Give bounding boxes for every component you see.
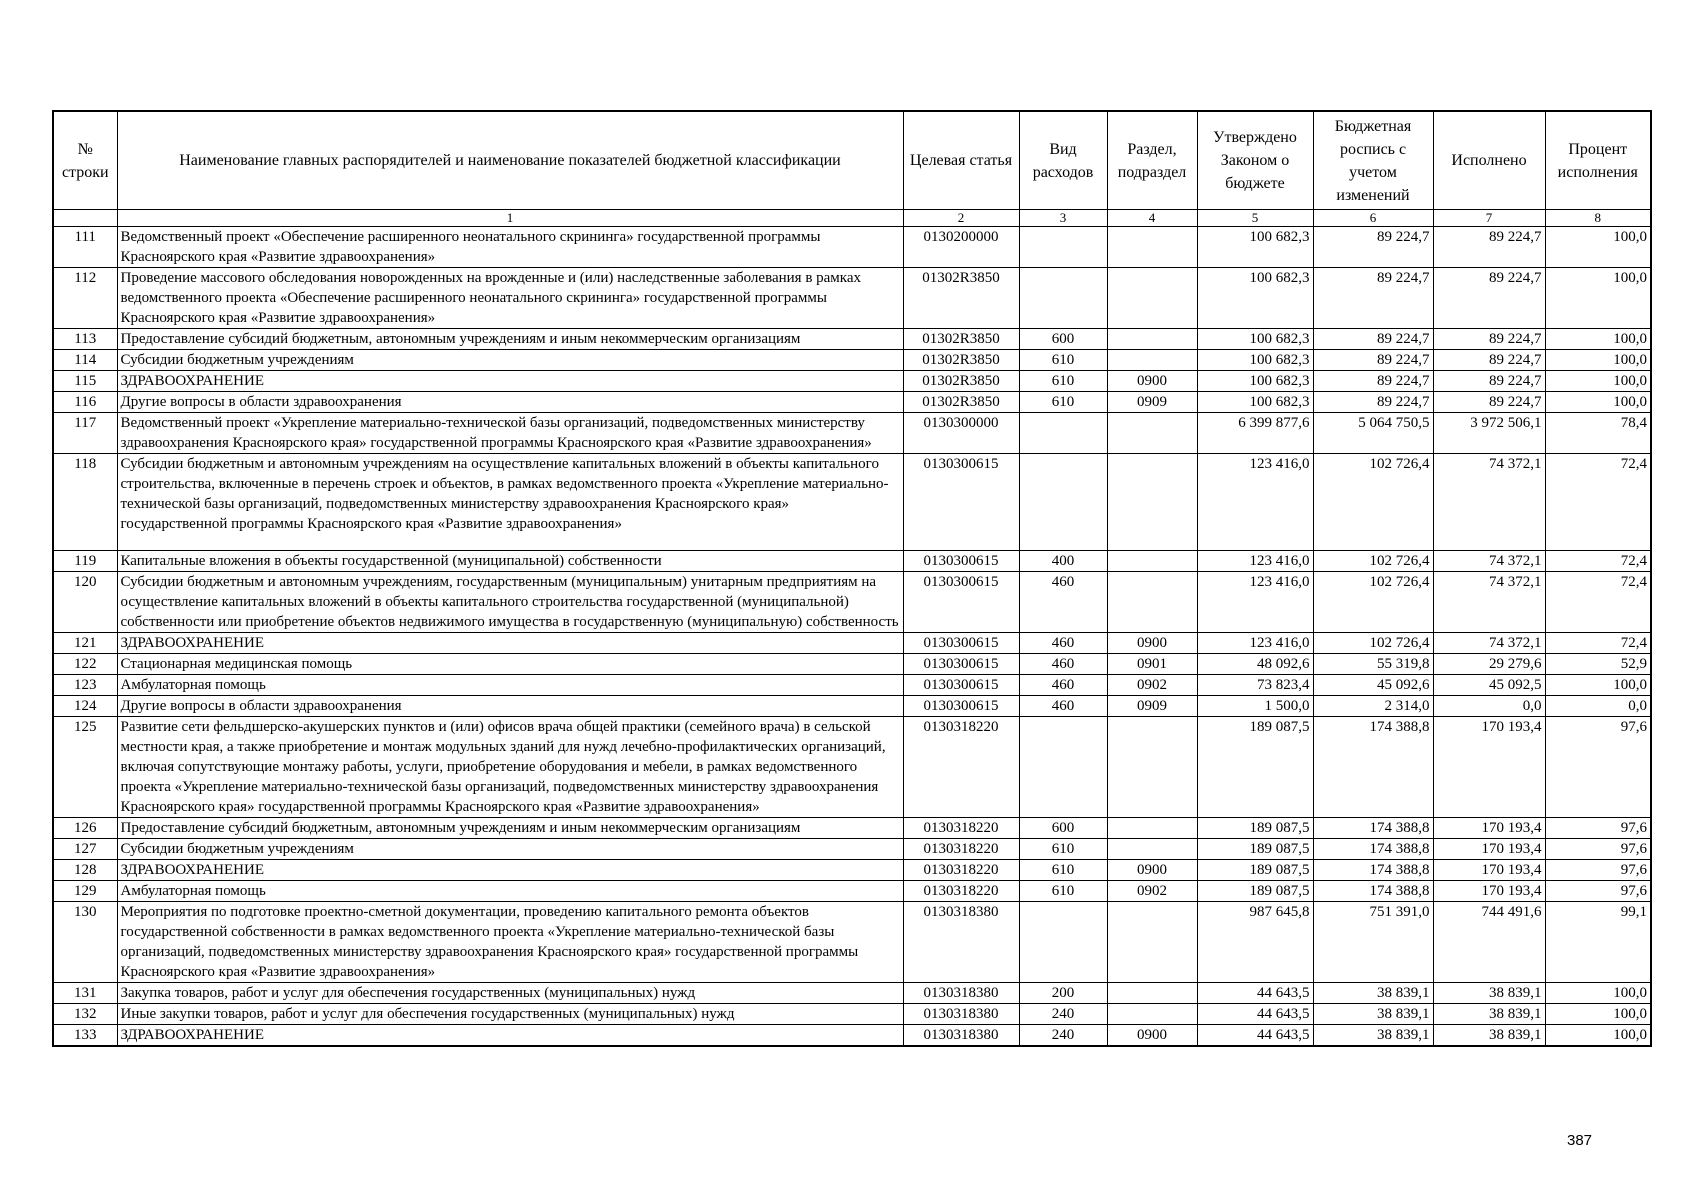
target-article-cell: 0130300615 — [903, 454, 1019, 551]
percent-cell: 100,0 — [1545, 675, 1651, 696]
table-row — [53, 227, 1651, 268]
percent-cell: 100,0 — [1545, 1004, 1651, 1025]
executed-cell: 89 224,7 — [1433, 227, 1545, 268]
section-cell — [1107, 551, 1197, 572]
budget-schedule-cell: 45 092,6 — [1313, 675, 1433, 696]
budget-schedule-cell: 174 388,8 — [1313, 839, 1433, 860]
percent-cell: 0,0 — [1545, 696, 1651, 717]
executed-cell: 170 193,4 — [1433, 839, 1545, 860]
approved-cell: 100 682,3 — [1197, 350, 1313, 371]
executed-cell: 89 224,7 — [1433, 268, 1545, 329]
target-article-cell: 0130318220 — [903, 839, 1019, 860]
row-number-cell: 123 — [53, 675, 117, 696]
expense-type-cell — [1019, 227, 1107, 268]
expense-type-cell — [1019, 268, 1107, 329]
approved-cell: 987 645,8 — [1197, 902, 1313, 983]
header-budget-schedule: Бюджетная роспись с учетом изменений — [1313, 111, 1433, 210]
budget-schedule-cell: 5 064 750,5 — [1313, 413, 1433, 454]
budget-schedule-cell: 89 224,7 — [1313, 350, 1433, 371]
budget-schedule-cell: 102 726,4 — [1313, 572, 1433, 633]
target-article-cell: 01302R3850 — [903, 371, 1019, 392]
section-cell — [1107, 350, 1197, 371]
expense-type-cell: 240 — [1019, 1004, 1107, 1025]
row-number-cell: 130 — [53, 902, 117, 983]
approved-cell: 1 500,0 — [1197, 696, 1313, 717]
budget-schedule-cell: 174 388,8 — [1313, 818, 1433, 839]
percent-cell: 100,0 — [1545, 392, 1651, 413]
percent-cell: 100,0 — [1545, 227, 1651, 268]
table-row — [53, 860, 1651, 881]
section-cell — [1107, 1004, 1197, 1025]
approved-cell: 123 416,0 — [1197, 633, 1313, 654]
table-row — [53, 551, 1651, 572]
target-article-cell: 0130318380 — [903, 1004, 1019, 1025]
name-cell: Амбулаторная помощь — [117, 675, 903, 696]
executed-cell: 170 193,4 — [1433, 860, 1545, 881]
name-cell: Амбулаторная помощь — [117, 881, 903, 902]
target-article-cell: 0130318220 — [903, 717, 1019, 818]
executed-cell: 38 839,1 — [1433, 1004, 1545, 1025]
row-number-cell: 111 — [53, 227, 117, 268]
name-cell: Ведомственный проект «Обеспечение расширенного неонатального скрининга» государственной программы Красноярского края «Развитие здравоохранения» — [117, 227, 903, 268]
table-row — [53, 696, 1651, 717]
name-cell: Другие вопросы в области здравоохранения — [117, 696, 903, 717]
column-number: 8 — [1545, 210, 1651, 227]
budget-schedule-cell: 102 726,4 — [1313, 551, 1433, 572]
row-number-cell: 125 — [53, 717, 117, 818]
table-row — [53, 839, 1651, 860]
target-article-cell: 01302R3850 — [903, 392, 1019, 413]
approved-cell: 189 087,5 — [1197, 839, 1313, 860]
percent-cell: 100,0 — [1545, 983, 1651, 1004]
header-executed: Исполнено — [1433, 111, 1545, 210]
target-article-cell: 01302R3850 — [903, 350, 1019, 371]
target-article-cell: 0130300615 — [903, 654, 1019, 675]
header-percent: Процент исполнения — [1545, 111, 1651, 210]
section-cell: 0909 — [1107, 696, 1197, 717]
executed-cell: 170 193,4 — [1433, 881, 1545, 902]
percent-cell: 97,6 — [1545, 839, 1651, 860]
column-number: 3 — [1019, 210, 1107, 227]
row-number-cell: 122 — [53, 654, 117, 675]
row-number-cell: 115 — [53, 371, 117, 392]
percent-cell: 100,0 — [1545, 1025, 1651, 1047]
row-number-cell: 120 — [53, 572, 117, 633]
approved-cell: 6 399 877,6 — [1197, 413, 1313, 454]
expense-type-cell — [1019, 413, 1107, 454]
expense-type-cell: 610 — [1019, 839, 1107, 860]
expense-type-cell: 460 — [1019, 696, 1107, 717]
approved-cell: 100 682,3 — [1197, 268, 1313, 329]
table-row — [53, 675, 1651, 696]
table-row — [53, 818, 1651, 839]
expense-type-cell: 610 — [1019, 392, 1107, 413]
name-cell: Стационарная медицинская помощь — [117, 654, 903, 675]
name-cell: Ведомственный проект «Укрепление материально-технической базы организаций, подведомственных министерству здравоохранения Красноярского края» государственной программы Красноярского края «Развитие здравоохранения» — [117, 413, 903, 454]
name-cell: Предоставление субсидий бюджетным, автономным учреждениям и иным некоммерческим организациям — [117, 818, 903, 839]
expense-type-cell: 400 — [1019, 551, 1107, 572]
name-cell: Развитие сети фельдшерско-акушерских пунктов и (или) офисов врача общей практики (семейного врача) в сельской местности края, а также приобретение и монтаж модульных зданий для нужд лечебно-профилактических организаций, включая сопутствующие монтажу работы, услуги, приобретение оборудования и мебели, в рамках ведомственного проекта «Укрепление материально-технической базы организаций, подведомственных министерству здравоохранения Красноярского края» государственной программы Красноярского края «Развитие здравоохранения» — [117, 717, 903, 818]
percent-cell: 100,0 — [1545, 350, 1651, 371]
table-row — [53, 983, 1651, 1004]
section-cell — [1107, 227, 1197, 268]
percent-cell: 72,4 — [1545, 551, 1651, 572]
executed-cell: 45 092,5 — [1433, 675, 1545, 696]
budget-schedule-cell: 38 839,1 — [1313, 1004, 1433, 1025]
section-cell: 0901 — [1107, 654, 1197, 675]
header-section: Раздел, подраздел — [1107, 111, 1197, 210]
table-row — [53, 371, 1651, 392]
executed-cell: 38 839,1 — [1433, 983, 1545, 1004]
expense-type-cell: 610 — [1019, 371, 1107, 392]
header-name: Наименование главных распорядителей и наименование показателей бюджетной классификации — [117, 111, 903, 210]
section-cell: 0902 — [1107, 881, 1197, 902]
approved-cell: 44 643,5 — [1197, 983, 1313, 1004]
table-header-row — [53, 111, 1651, 210]
expense-type-cell — [1019, 454, 1107, 551]
budget-schedule-cell: 2 314,0 — [1313, 696, 1433, 717]
target-article-cell: 0130318380 — [903, 902, 1019, 983]
row-number-cell: 116 — [53, 392, 117, 413]
target-article-cell: 0130200000 — [903, 227, 1019, 268]
table-body — [53, 227, 1651, 1047]
row-number-cell: 131 — [53, 983, 117, 1004]
column-number-row — [53, 210, 1651, 227]
executed-cell: 89 224,7 — [1433, 392, 1545, 413]
executed-cell: 3 972 506,1 — [1433, 413, 1545, 454]
executed-cell: 89 224,7 — [1433, 371, 1545, 392]
row-number-cell: 126 — [53, 818, 117, 839]
approved-cell: 100 682,3 — [1197, 329, 1313, 350]
percent-cell: 99,1 — [1545, 902, 1651, 983]
row-number-cell: 117 — [53, 413, 117, 454]
header-approved: Утверждено Законом о бюджете — [1197, 111, 1313, 210]
row-number-cell: 118 — [53, 454, 117, 551]
name-cell: ЗДРАВООХРАНЕНИЕ — [117, 1025, 903, 1047]
target-article-cell: 0130318380 — [903, 1025, 1019, 1047]
approved-cell: 73 823,4 — [1197, 675, 1313, 696]
approved-cell: 189 087,5 — [1197, 881, 1313, 902]
target-article-cell: 0130300615 — [903, 675, 1019, 696]
percent-cell: 97,6 — [1545, 818, 1651, 839]
target-article-cell: 0130300615 — [903, 633, 1019, 654]
table-row — [53, 268, 1651, 329]
table-row — [53, 902, 1651, 983]
budget-schedule-cell: 89 224,7 — [1313, 371, 1433, 392]
expense-type-cell: 200 — [1019, 983, 1107, 1004]
target-article-cell: 0130300000 — [903, 413, 1019, 454]
percent-cell: 52,9 — [1545, 654, 1651, 675]
name-cell: Субсидии бюджетным и автономным учреждениям, государственным (муниципальным) унитарным предприятиям на осуществление капитальных вложений в объекты капитального строительства государственной (муниципальной) собственности или приобретение объектов недвижимого имущества в государственную (муниципальную) собственность — [117, 572, 903, 633]
approved-cell: 189 087,5 — [1197, 860, 1313, 881]
section-cell: 0900 — [1107, 1025, 1197, 1047]
name-cell: Капитальные вложения в объекты государственной (муниципальной) собственности — [117, 551, 903, 572]
section-cell — [1107, 329, 1197, 350]
budget-execution-table — [52, 110, 1652, 1047]
section-cell — [1107, 454, 1197, 551]
budget-schedule-cell: 38 839,1 — [1313, 983, 1433, 1004]
name-cell: ЗДРАВООХРАНЕНИЕ — [117, 860, 903, 881]
table-row — [53, 413, 1651, 454]
expense-type-cell: 600 — [1019, 329, 1107, 350]
column-number: 4 — [1107, 210, 1197, 227]
executed-cell: 74 372,1 — [1433, 454, 1545, 551]
budget-schedule-cell: 89 224,7 — [1313, 392, 1433, 413]
target-article-cell: 0130300615 — [903, 572, 1019, 633]
approved-cell: 189 087,5 — [1197, 818, 1313, 839]
expense-type-cell: 460 — [1019, 633, 1107, 654]
budget-schedule-cell: 89 224,7 — [1313, 268, 1433, 329]
section-cell: 0900 — [1107, 860, 1197, 881]
name-cell: ЗДРАВООХРАНЕНИЕ — [117, 633, 903, 654]
percent-cell: 72,4 — [1545, 633, 1651, 654]
approved-cell: 123 416,0 — [1197, 551, 1313, 572]
executed-cell: 744 491,6 — [1433, 902, 1545, 983]
name-cell: Субсидии бюджетным учреждениям — [117, 350, 903, 371]
percent-cell: 97,6 — [1545, 717, 1651, 818]
table-row — [53, 654, 1651, 675]
header-row-number: № строки — [53, 111, 117, 210]
column-number — [53, 210, 117, 227]
executed-cell: 89 224,7 — [1433, 329, 1545, 350]
target-article-cell: 0130318220 — [903, 860, 1019, 881]
name-cell: Закупка товаров, работ и услуг для обеспечения государственных (муниципальных) нужд — [117, 983, 903, 1004]
expense-type-cell: 460 — [1019, 675, 1107, 696]
target-article-cell: 0130300615 — [903, 696, 1019, 717]
section-cell — [1107, 983, 1197, 1004]
executed-cell: 0,0 — [1433, 696, 1545, 717]
target-article-cell: 0130318380 — [903, 983, 1019, 1004]
section-cell: 0909 — [1107, 392, 1197, 413]
table-row — [53, 392, 1651, 413]
expense-type-cell: 610 — [1019, 860, 1107, 881]
expense-type-cell: 610 — [1019, 881, 1107, 902]
approved-cell: 189 087,5 — [1197, 717, 1313, 818]
column-number: 1 — [117, 210, 903, 227]
target-article-cell: 0130300615 — [903, 551, 1019, 572]
name-cell: Мероприятия по подготовке проектно-сметной документации, проведению капитального ремонта объектов государственной собственности в рамках ведомственного проекта «Укрепление материально-технической базы организаций, подведомственных министерству здравоохранения Красноярского края» государственной программы Красноярского края «Развитие здравоохранения» — [117, 902, 903, 983]
approved-cell: 100 682,3 — [1197, 227, 1313, 268]
section-cell — [1107, 839, 1197, 860]
budget-schedule-cell: 174 388,8 — [1313, 881, 1433, 902]
section-cell — [1107, 717, 1197, 818]
row-number-cell: 129 — [53, 881, 117, 902]
expense-type-cell: 460 — [1019, 572, 1107, 633]
budget-schedule-cell: 174 388,8 — [1313, 717, 1433, 818]
executed-cell: 89 224,7 — [1433, 350, 1545, 371]
table-row — [53, 454, 1651, 551]
row-number-cell: 113 — [53, 329, 117, 350]
executed-cell: 74 372,1 — [1433, 633, 1545, 654]
budget-schedule-cell: 174 388,8 — [1313, 860, 1433, 881]
percent-cell: 72,4 — [1545, 572, 1651, 633]
approved-cell: 123 416,0 — [1197, 572, 1313, 633]
table-row — [53, 881, 1651, 902]
expense-type-cell: 240 — [1019, 1025, 1107, 1047]
budget-schedule-cell: 89 224,7 — [1313, 329, 1433, 350]
name-cell: Предоставление субсидий бюджетным, автономным учреждениям и иным некоммерческим организациям — [117, 329, 903, 350]
approved-cell: 44 643,5 — [1197, 1025, 1313, 1047]
name-cell: ЗДРАВООХРАНЕНИЕ — [117, 371, 903, 392]
approved-cell: 100 682,3 — [1197, 371, 1313, 392]
row-number-cell: 132 — [53, 1004, 117, 1025]
percent-cell: 97,6 — [1545, 881, 1651, 902]
table-row — [53, 633, 1651, 654]
budget-schedule-cell: 38 839,1 — [1313, 1025, 1433, 1047]
approved-cell: 100 682,3 — [1197, 392, 1313, 413]
name-cell: Субсидии бюджетным учреждениям — [117, 839, 903, 860]
executed-cell: 170 193,4 — [1433, 818, 1545, 839]
page-number: 387 — [1567, 1132, 1593, 1149]
row-number-cell: 112 — [53, 268, 117, 329]
percent-cell: 100,0 — [1545, 371, 1651, 392]
target-article-cell: 01302R3850 — [903, 329, 1019, 350]
column-number: 2 — [903, 210, 1019, 227]
section-cell — [1107, 413, 1197, 454]
table-row — [53, 1004, 1651, 1025]
budget-schedule-cell: 102 726,4 — [1313, 454, 1433, 551]
row-number-cell: 119 — [53, 551, 117, 572]
row-number-cell: 121 — [53, 633, 117, 654]
row-number-cell: 128 — [53, 860, 117, 881]
section-cell: 0900 — [1107, 633, 1197, 654]
approved-cell: 44 643,5 — [1197, 1004, 1313, 1025]
name-cell: Другие вопросы в области здравоохранения — [117, 392, 903, 413]
target-article-cell: 01302R3850 — [903, 268, 1019, 329]
column-number: 6 — [1313, 210, 1433, 227]
column-number: 7 — [1433, 210, 1545, 227]
executed-cell: 29 279,6 — [1433, 654, 1545, 675]
expense-type-cell: 600 — [1019, 818, 1107, 839]
table-row — [53, 1025, 1651, 1047]
percent-cell: 100,0 — [1545, 268, 1651, 329]
expense-type-cell — [1019, 902, 1107, 983]
name-cell: Субсидии бюджетным и автономным учреждениям на осуществление капитальных вложений в объекты капитального строительства, включенные в перечень строек и объектов, в рамках ведомственного проекта «Укрепление материально-технической базы организаций, подведомственных министерству здравоохранения Красноярского края» государственной программы Красноярского края «Развитие здравоохранения» — [117, 454, 903, 551]
budget-schedule-cell: 102 726,4 — [1313, 633, 1433, 654]
expense-type-cell: 460 — [1019, 654, 1107, 675]
row-number-cell: 133 — [53, 1025, 117, 1047]
name-cell: Иные закупки товаров, работ и услуг для обеспечения государственных (муниципальных) нужд — [117, 1004, 903, 1025]
executed-cell: 38 839,1 — [1433, 1025, 1545, 1047]
executed-cell: 74 372,1 — [1433, 551, 1545, 572]
header-target-article: Целевая статья — [903, 111, 1019, 210]
budget-schedule-cell: 751 391,0 — [1313, 902, 1433, 983]
executed-cell: 74 372,1 — [1433, 572, 1545, 633]
target-article-cell: 0130318220 — [903, 818, 1019, 839]
approved-cell: 123 416,0 — [1197, 454, 1313, 551]
section-cell: 0900 — [1107, 371, 1197, 392]
percent-cell: 97,6 — [1545, 860, 1651, 881]
budget-schedule-cell: 55 319,8 — [1313, 654, 1433, 675]
section-cell: 0902 — [1107, 675, 1197, 696]
column-number: 5 — [1197, 210, 1313, 227]
row-number-cell: 114 — [53, 350, 117, 371]
section-cell — [1107, 818, 1197, 839]
budget-report-sheet — [52, 110, 1650, 1047]
row-number-cell: 124 — [53, 696, 117, 717]
table-row — [53, 329, 1651, 350]
approved-cell: 48 092,6 — [1197, 654, 1313, 675]
table-row — [53, 350, 1651, 371]
expense-type-cell: 610 — [1019, 350, 1107, 371]
section-cell — [1107, 902, 1197, 983]
row-number-cell: 127 — [53, 839, 117, 860]
header-expense-type: Вид расходов — [1019, 111, 1107, 210]
table-row — [53, 717, 1651, 818]
executed-cell: 170 193,4 — [1433, 717, 1545, 818]
percent-cell: 72,4 — [1545, 454, 1651, 551]
percent-cell: 100,0 — [1545, 329, 1651, 350]
section-cell — [1107, 572, 1197, 633]
expense-type-cell — [1019, 717, 1107, 818]
target-article-cell: 0130318220 — [903, 881, 1019, 902]
budget-schedule-cell: 89 224,7 — [1313, 227, 1433, 268]
table-row — [53, 572, 1651, 633]
name-cell: Проведение массового обследования новорожденных на врожденные и (или) наследственные заболевания в рамках ведомственного проекта «Обеспечение расширенного неонатального скрининга» государственной программы Красноярского края «Развитие здравоохранения» — [117, 268, 903, 329]
percent-cell: 78,4 — [1545, 413, 1651, 454]
section-cell — [1107, 268, 1197, 329]
